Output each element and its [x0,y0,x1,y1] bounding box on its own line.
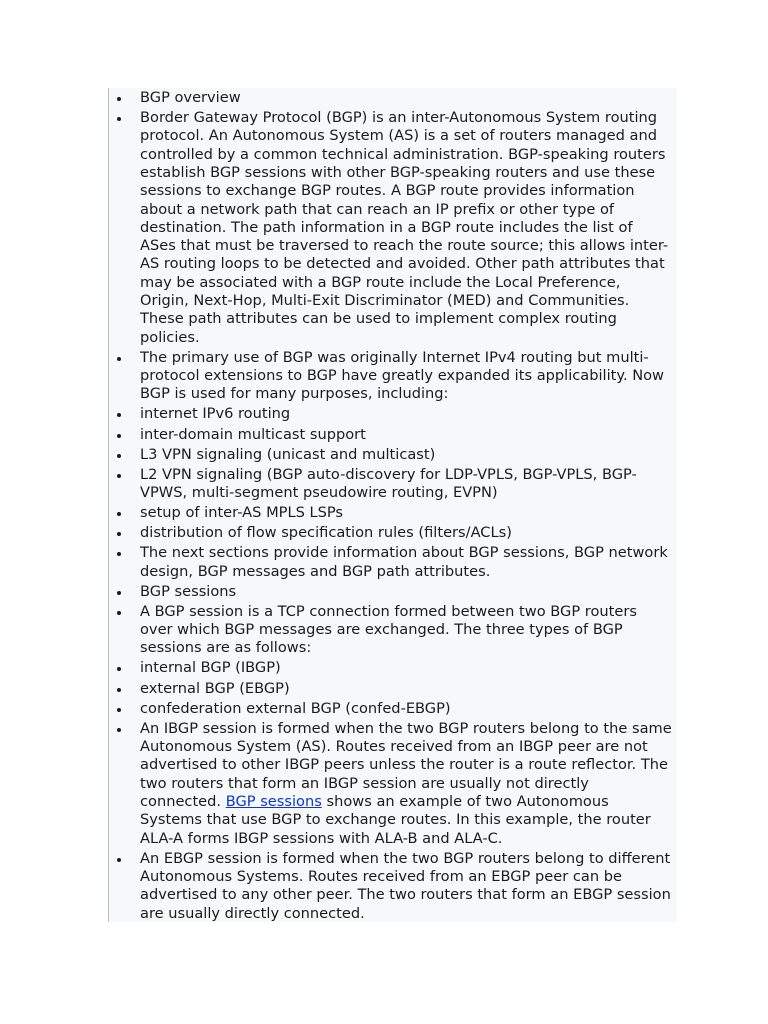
list-item [109,466,677,503]
document-panel [108,88,677,922]
list-item-text: An EBGP session is formed when the two BGP routers belong to different Autonomous Systems. Routes received from an EBGP peer can be advertised to any other peer. The two routers that form an EBGP session are usually directly connected. [140,849,671,922]
bullet-icon [117,611,121,615]
bullet-icon [117,357,121,361]
list-item [109,504,677,522]
list-item-text: inter-domain multicast support [140,425,366,443]
list-item-text: The next sections provide information about BGP sessions, BGP network design, BGP messages and BGP path attributes. [140,544,668,580]
list-item-text: internal BGP (IBGP) [140,659,281,677]
list-item [109,544,677,581]
bullet-icon [117,591,121,595]
list-item [109,109,677,347]
list-item [109,680,677,698]
list-item [109,349,677,404]
list-item [109,446,677,464]
list-item-bgp-sessions [109,583,677,601]
bullet-icon [117,858,121,862]
list-item-text-after-link: shows an example of two Autonomous Systems that use BGP to exchange routes. In this example, the router ALA-A forms IBGP sessions with ALA-B and ALA-C. [140,792,651,847]
list-item-text: L2 VPN signaling (BGP auto-discovery for LDP-VPLS, BGP-VPLS, BGP-VPWS, multi-segment pseudowire routing, EVPN) [140,465,637,502]
list-item-text: distribution of flow specification rules (filters/ACLs) [140,524,512,542]
list-item-text: internet IPv6 routing [140,405,291,423]
list-item-text: BGP sessions [140,582,237,600]
list-item [109,700,677,718]
bullet-icon [117,454,121,458]
bullet-icon [117,413,121,417]
bgp-sessions-link[interactable]: BGP sessions [225,792,322,810]
bullet-icon [117,474,121,478]
bullet-icon [117,688,121,692]
bullet-icon [117,708,121,712]
list-item-text-before-link: An IBGP session is formed when the two BGP routers belong to the same Autonomous System (AS). Routes received from an IBGP peer are not advertised to other IBGP peers unless the router is a route reflector. The two routers that form an IBGP session are usually not directly connected. [140,719,672,810]
list-item-text: external BGP (EBGP) [140,679,290,697]
bullet-icon [117,97,121,101]
list-item-text: The primary use of BGP was originally Internet IPv4 routing but multi-protocol extensions to BGP have greatly expanded its applicability. Now BGP is used for many purposes, including: [140,348,664,403]
list-item [109,850,677,922]
bullet-icon [117,667,121,671]
bullet-icon [117,532,121,536]
list-item [109,524,677,542]
list-item-text: confederation external BGP (confed-EBGP) [140,699,451,717]
list-item-text: Border Gateway Protocol (BGP) is an inter-Autonomous System routing protocol. An Autonomous System (AS) is a set of routers managed and controlled by a common technical administration. BGP-speaking routers establish BGP sessions with other BGP-speaking routers and use these sessions to exchange BGP routes. A BGP route provides information about a network path that can reach an IP prefix or other type of destination. The path information in a BGP route includes the list of ASes that must be traversed to reach the route source; this allows inter-AS routing loops to be detected and avoided. Other path attributes that may be associated with a BGP route include the Local Preference, Origin, Next-Hop, Multi-Exit Discriminator (MED) and Communities. These path attributes can be used to implement complex routing policies. [140,109,669,346]
list-item [109,426,677,444]
bullet-icon [117,728,121,732]
bullet-icon [117,552,121,556]
bullet-icon [117,117,121,121]
bullet-icon [117,512,121,516]
list-item [109,405,677,423]
list-item-bgp-overview [109,89,677,107]
bullet-icon [117,434,121,438]
bulleted-list [109,89,677,922]
list-item [109,720,677,848]
list-item [109,659,677,677]
list-item-text: BGP overview [140,89,241,106]
list-item-text: A BGP session is a TCP connection formed between two BGP routers over which BGP messages are exchanged. The three types of BGP sessions are as follows: [140,602,637,657]
list-item-text: L3 VPN signaling (unicast and multicast) [140,445,436,463]
list-item-text: setup of inter-AS MPLS LSPs [140,504,344,522]
list-item [109,603,677,658]
